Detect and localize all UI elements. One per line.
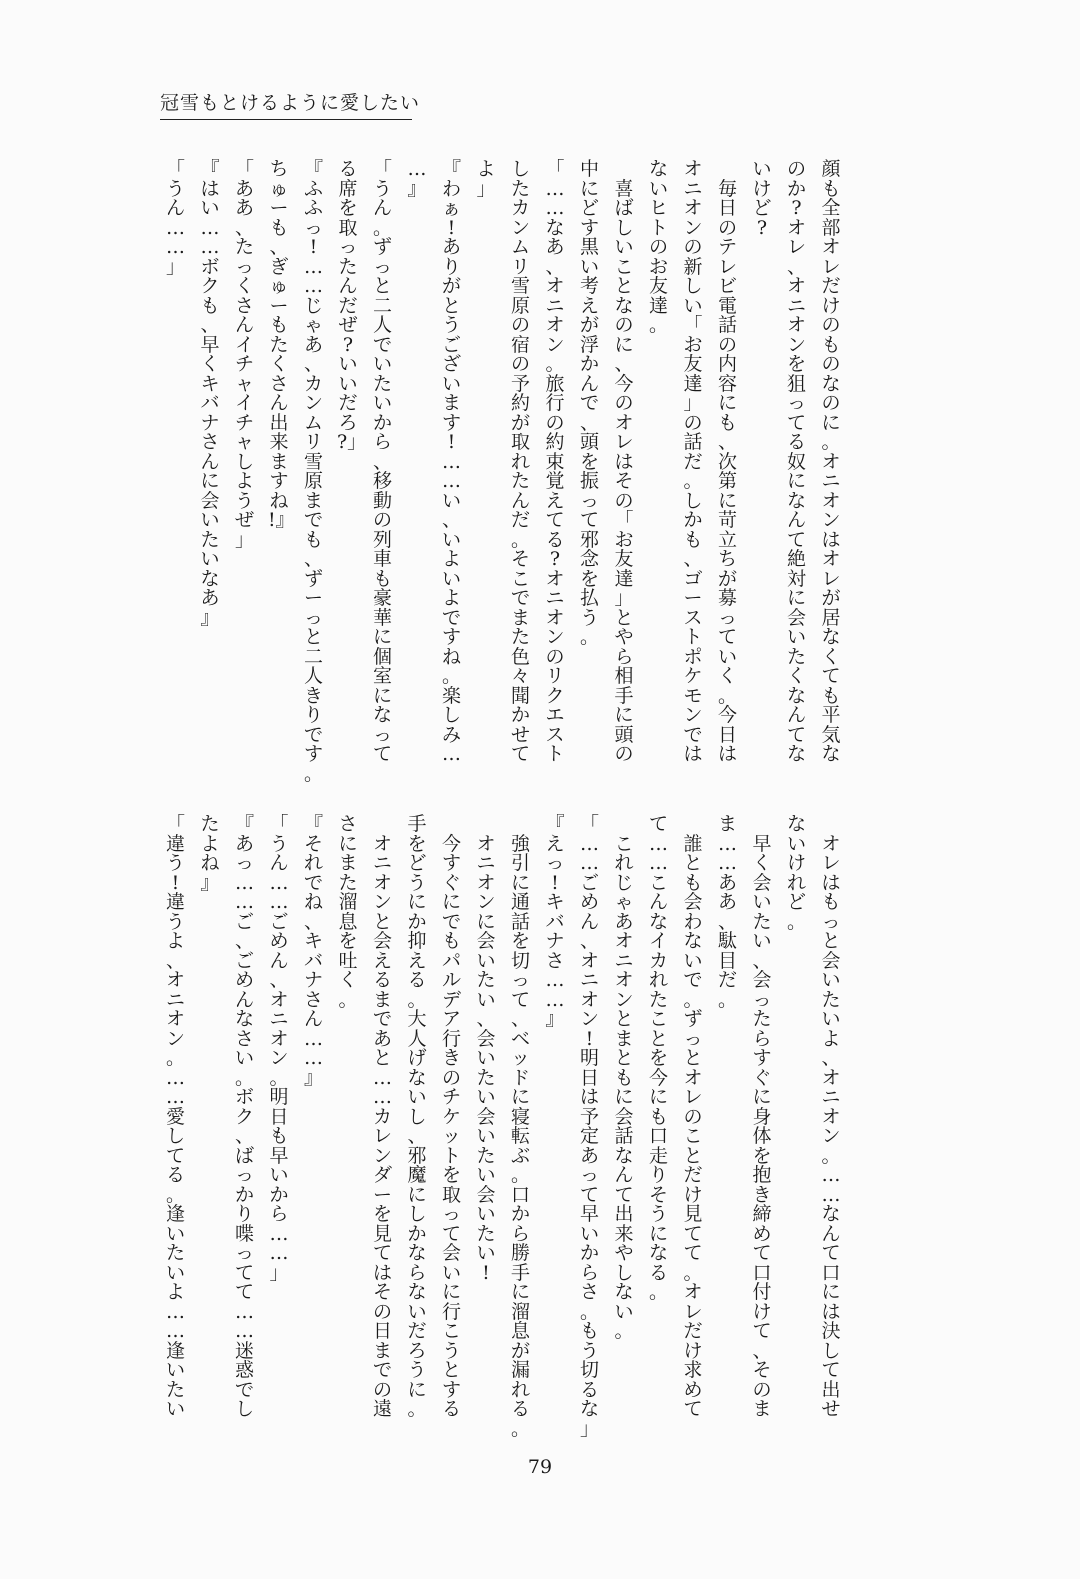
- text-column: 強引に通話を切って、ベッドに寝転ぶ。口から勝手に溜息が漏れる。: [510, 813, 540, 1440]
- text-column: 「うん……ごめん、オニオン。明日も早いから……」: [269, 813, 289, 1284]
- text-column: 『それでね、キバナさん……』: [303, 813, 323, 1089]
- text-column: 顔も全部オレだけのものなのに。オニオンはオレが居なくても平気な: [821, 158, 841, 765]
- text-column: オニオンの新しい「お友達」の話だ。しかも、ゴーストポケモンでは: [683, 158, 703, 765]
- text-column: 『ふふっ!……じゃあ、カンムリ雪原までも、ずーっと二人きりです。: [303, 158, 323, 785]
- text-column: …』: [407, 158, 427, 200]
- text-column: 『あっ……ご、ごめんなさい。ボク、ばっかり喋ってて……迷惑でし: [234, 813, 254, 1420]
- text-column: 「うん……」: [165, 158, 185, 278]
- text-column: たよね』: [200, 813, 220, 894]
- text-column: したカンムリ雪原の宿の予約が取れたんだ。そこでまた色々聞かせて: [510, 158, 530, 765]
- text-column: 「……なあ、オニオン。旅行の約束覚えてる?オニオンのリクエスト: [545, 158, 565, 765]
- text-column: 中にどす黒い考えが浮かんで、頭を振って邪念を払う。: [579, 158, 599, 648]
- text-column: 「うん。ずっと二人でいたいから、移動の列車も豪華に個室になって: [372, 158, 392, 765]
- text-column: よ」: [476, 158, 496, 200]
- text-column: 今すぐにでもパルデア行きのチケットを取って会いに行こうとする: [441, 813, 471, 1420]
- text-column: 手をどうにか抑える。大人げないし、邪魔にしかならないだろうに。: [407, 813, 427, 1420]
- text-column: 『えっ!キバナさ……』: [545, 813, 565, 1030]
- text-column: 「違う!違うよ、オニオン。……愛してる。逢いたいよ……逢いたい: [165, 813, 185, 1420]
- text-column: る席を取ったんだぜ?いいだろ?」: [337, 158, 367, 453]
- text-column: さにまた溜息を吐く。: [338, 813, 358, 1011]
- text-column: オニオンに会いたい、会いたい会いたい会いたい!: [476, 813, 506, 1284]
- text-column: 誰とも会わないで。ずっとオレのことだけ見てて。オレだけ求めて: [683, 813, 713, 1420]
- text-column: ま……ああ、駄目だ。: [717, 813, 737, 1011]
- page-number: 79: [527, 1456, 553, 1478]
- text-column: て……こんなイカれたことを今にも口走りそうになる。: [648, 813, 668, 1303]
- text-column: のか?オレ、オニオンを狙ってる奴になんて絶対に会いたくなんてな: [786, 158, 806, 765]
- text-column: 毎日のテレビ電話の内容にも、次第に苛立ちが募っていく。今日は: [717, 158, 747, 765]
- running-header-title: 冠雪もとけるように愛したい: [160, 88, 412, 120]
- text-column: 「ああ、たっくさんイチャイチャしようぜ」: [234, 158, 254, 551]
- text-column: 喜ばしいことなのに、今のオレはその「お友達」とやら相手に頭の: [614, 158, 644, 765]
- text-column: ないけれど。: [786, 813, 806, 933]
- text-column: オニオンと会えるまであと……カレンダーを見てはその日までの遠: [372, 813, 402, 1420]
- text-column: 「……ごめん、オニオン!明日は予定あって早いからさ。もう切るな」: [579, 813, 599, 1440]
- text-column: 『はい……ボクも、早くキバナさんに会いたいなあ』: [200, 158, 220, 629]
- text-column: オレはもっと会いたいよ、オニオン。……なんて口には決して出せ: [821, 813, 851, 1420]
- text-column: 早く会いたい、会ったらすぐに身体を抱き締めて口付けて、そのま: [752, 813, 782, 1420]
- text-column: ちゅーも、ぎゅーもたくさん出来ますね!』: [268, 158, 295, 531]
- text-column: これじゃあオニオンとまともに会話なんて出来やしない。: [614, 813, 644, 1342]
- text-column: ないヒトのお友達。: [648, 158, 668, 336]
- text-column: 『わぁ!ありがとうございます!……い、いよいよですね。楽しみ…: [441, 158, 461, 765]
- text-column: いけど?: [752, 158, 772, 239]
